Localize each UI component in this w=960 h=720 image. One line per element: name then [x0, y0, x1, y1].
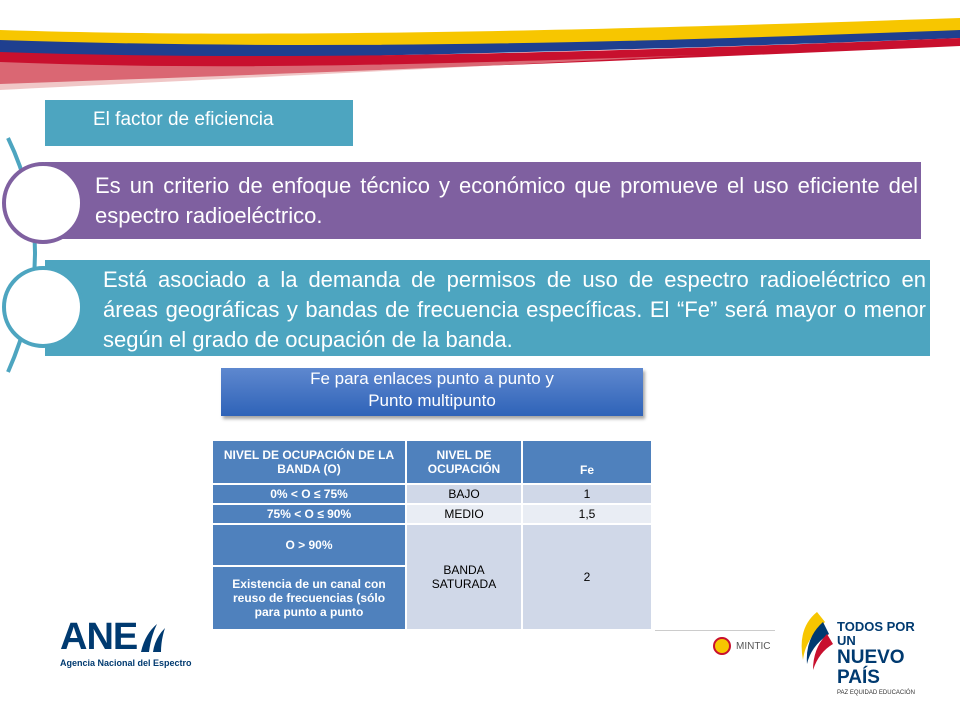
table-cell-range: 75% < O ≤ 90%: [213, 505, 405, 523]
table-cell-range: Existencia de un canal con reuso de frecuencias (sólo para punto a punto: [213, 567, 405, 629]
subtitle-line-2: Punto multipunto: [368, 391, 496, 410]
mintic-logo-text: MINTIC: [736, 640, 771, 652]
top-swoosh-banner: [0, 0, 960, 90]
description-box: Está asociado a la demanda de permisos de uso de espectro radioeléctrico en áreas geográficas y bandas de frecuencia específicas. El “Fe” será mayor o menor según el grado de ocupación de la banda.: [45, 260, 930, 356]
table-cell-range: 0% < O ≤ 75%: [213, 485, 405, 503]
flag-swoosh-icon: [795, 608, 833, 672]
subtitle-box: [221, 368, 643, 416]
ane-logo: [60, 618, 195, 668]
definition-box: Es un criterio de enfoque técnico y económico que promueve el uso eficiente del espectro radioeléctrico.: [45, 162, 921, 239]
table-cell-fe: 1,5: [523, 505, 651, 523]
ane-logo-text: ANE: [60, 616, 138, 658]
bullet-circle: [2, 162, 84, 244]
table-cell-level: BANDA SATURADA: [407, 525, 521, 629]
subtitle-line-1: Fe para enlaces punto a punto y: [310, 369, 554, 388]
todos-line-2: NUEVO PAÍS: [837, 647, 905, 688]
todos-por-un-nuevo-pais-logo: [795, 608, 935, 696]
mintic-logo: [655, 630, 775, 661]
table-cell-fe: 1: [523, 485, 651, 503]
todos-line-1: TODOS POR UN: [837, 619, 915, 648]
bullet-circle: [2, 266, 84, 348]
table-header: NIVEL DE OCUPACIÓN DE LA BANDA (O): [213, 441, 405, 483]
todos-line-3: PAZ EQUIDAD EDUCACIÓN: [837, 690, 915, 696]
signal-waves-icon: [139, 620, 171, 654]
table-cell-range: O > 90%: [213, 525, 405, 565]
section-title: El factor de eficiencia: [45, 100, 353, 146]
table-cell-level: MEDIO: [407, 505, 521, 523]
occupancy-table: [211, 439, 653, 631]
table-cell-level: BAJO: [407, 485, 521, 503]
ane-logo-subtitle: Agencia Nacional del Espectro: [60, 658, 192, 668]
shield-icon: [713, 637, 731, 655]
table-header: Fe: [523, 441, 651, 483]
table-header: NIVEL DE OCUPACIÓN: [407, 441, 521, 483]
table-cell-fe: 2: [523, 525, 651, 629]
